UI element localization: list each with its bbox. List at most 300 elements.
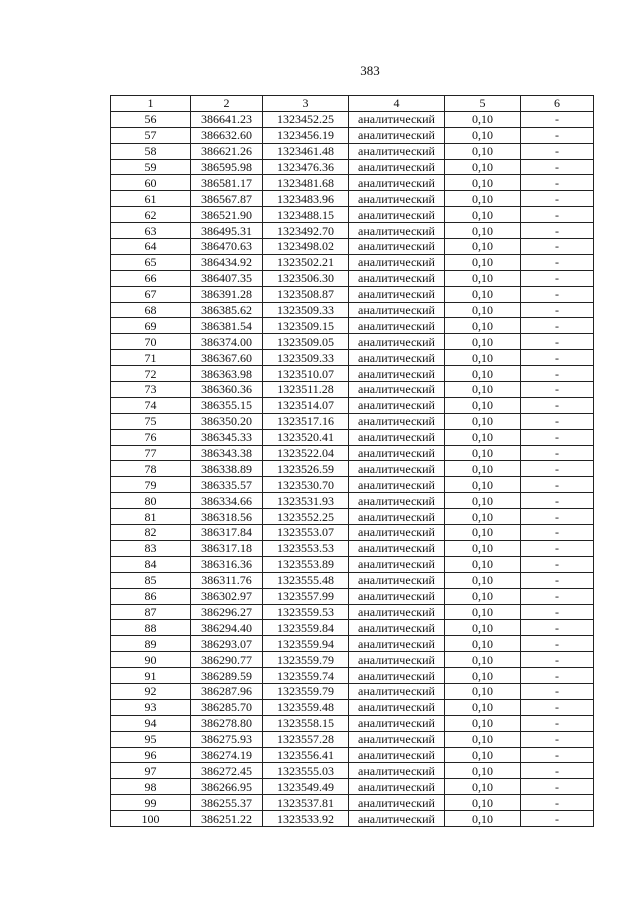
- table-cell: -: [521, 270, 594, 286]
- table-cell: -: [521, 477, 594, 493]
- table-cell: 386311.76: [191, 572, 263, 588]
- table-cell: -: [521, 207, 594, 223]
- table-cell: 0,10: [445, 191, 521, 207]
- table-row: [111, 509, 594, 525]
- table-row: [111, 350, 594, 366]
- table-cell: аналитический: [349, 572, 445, 588]
- table-cell: 0,10: [445, 747, 521, 763]
- table-row: [111, 127, 594, 143]
- table-cell: 1323549.49: [263, 779, 349, 795]
- table-cell: 1323559.84: [263, 620, 349, 636]
- table-cell: 1323559.94: [263, 636, 349, 652]
- table-cell: 1323559.79: [263, 652, 349, 668]
- table-cell: 76: [111, 429, 191, 445]
- table-cell: 77: [111, 445, 191, 461]
- table-cell: 57: [111, 127, 191, 143]
- table-cell: 62: [111, 207, 191, 223]
- table-cell: 64: [111, 239, 191, 255]
- table-cell: 96: [111, 747, 191, 763]
- table-cell: 0,10: [445, 620, 521, 636]
- table-row: [111, 636, 594, 652]
- table-cell: аналитический: [349, 795, 445, 811]
- table-cell: 386350.20: [191, 413, 263, 429]
- table-cell: аналитический: [349, 254, 445, 270]
- table-cell: 1323555.03: [263, 763, 349, 779]
- table-cell: 0,10: [445, 525, 521, 541]
- table-cell: 0,10: [445, 111, 521, 127]
- table-row: [111, 429, 594, 445]
- table-row: [111, 604, 594, 620]
- table-cell: 0,10: [445, 366, 521, 382]
- table-cell: -: [521, 525, 594, 541]
- table-cell: -: [521, 763, 594, 779]
- table-cell: 58: [111, 143, 191, 159]
- table-cell: 0,10: [445, 143, 521, 159]
- table-cell: 0,10: [445, 254, 521, 270]
- table-cell: аналитический: [349, 763, 445, 779]
- table-cell: -: [521, 302, 594, 318]
- table-cell: 0,10: [445, 382, 521, 398]
- table-cell: 67: [111, 286, 191, 302]
- column-header: 5: [445, 96, 521, 112]
- table-cell: аналитический: [349, 429, 445, 445]
- table-row: [111, 143, 594, 159]
- table-cell: -: [521, 731, 594, 747]
- table-row: [111, 493, 594, 509]
- table-cell: 386360.36: [191, 382, 263, 398]
- table-cell: аналитический: [349, 556, 445, 572]
- table-cell: 98: [111, 779, 191, 795]
- table-cell: 87: [111, 604, 191, 620]
- table-cell: 0,10: [445, 795, 521, 811]
- table-cell: -: [521, 191, 594, 207]
- table-cell: 0,10: [445, 286, 521, 302]
- table-cell: 386302.97: [191, 588, 263, 604]
- table-cell: 386621.26: [191, 143, 263, 159]
- table-cell: 0,10: [445, 811, 521, 827]
- table-row: [111, 525, 594, 541]
- table-cell: 386434.92: [191, 254, 263, 270]
- table-cell: аналитический: [349, 350, 445, 366]
- table-cell: -: [521, 493, 594, 509]
- table-cell: 65: [111, 254, 191, 270]
- table-cell: 386338.89: [191, 461, 263, 477]
- table-row: [111, 747, 594, 763]
- table-cell: аналитический: [349, 636, 445, 652]
- table-cell: 386641.23: [191, 111, 263, 127]
- table-cell: 0,10: [445, 540, 521, 556]
- table-row: [111, 683, 594, 699]
- table-cell: 0,10: [445, 715, 521, 731]
- table-cell: 386266.95: [191, 779, 263, 795]
- table-cell: 1323553.07: [263, 525, 349, 541]
- table-row: [111, 668, 594, 684]
- table-cell: -: [521, 461, 594, 477]
- table-cell: 1323509.33: [263, 302, 349, 318]
- table-cell: 1323522.04: [263, 445, 349, 461]
- table-row: [111, 397, 594, 413]
- table-cell: аналитический: [349, 779, 445, 795]
- table-cell: 69: [111, 318, 191, 334]
- table-cell: аналитический: [349, 731, 445, 747]
- table-cell: 1323553.53: [263, 540, 349, 556]
- table-cell: 386391.28: [191, 286, 263, 302]
- table-cell: аналитический: [349, 207, 445, 223]
- table-cell: -: [521, 429, 594, 445]
- table-cell: -: [521, 620, 594, 636]
- table-cell: 386567.87: [191, 191, 263, 207]
- table-cell: 1323557.28: [263, 731, 349, 747]
- table-cell: аналитический: [349, 159, 445, 175]
- table-header-row: [111, 96, 594, 112]
- table-cell: аналитический: [349, 715, 445, 731]
- table-cell: 1323559.74: [263, 668, 349, 684]
- table-cell: 0,10: [445, 493, 521, 509]
- table-cell: аналитический: [349, 525, 445, 541]
- table-cell: 386318.56: [191, 509, 263, 525]
- table-row: [111, 572, 594, 588]
- table-cell: 99: [111, 795, 191, 811]
- table-cell: 386355.15: [191, 397, 263, 413]
- table-cell: -: [521, 683, 594, 699]
- table-cell: 0,10: [445, 302, 521, 318]
- table-cell: -: [521, 318, 594, 334]
- table-cell: 1323510.07: [263, 366, 349, 382]
- table-cell: -: [521, 111, 594, 127]
- table-cell: 386296.27: [191, 604, 263, 620]
- table-cell: 89: [111, 636, 191, 652]
- table-row: [111, 556, 594, 572]
- table-cell: -: [521, 747, 594, 763]
- table-cell: аналитический: [349, 143, 445, 159]
- table-cell: 84: [111, 556, 191, 572]
- table-row: [111, 366, 594, 382]
- table-cell: 71: [111, 350, 191, 366]
- table-cell: 386272.45: [191, 763, 263, 779]
- table-cell: 0,10: [445, 127, 521, 143]
- table-cell: 0,10: [445, 556, 521, 572]
- table-cell: аналитический: [349, 302, 445, 318]
- table-cell: аналитический: [349, 223, 445, 239]
- table-cell: -: [521, 715, 594, 731]
- table-cell: 1323520.41: [263, 429, 349, 445]
- table-cell: 85: [111, 572, 191, 588]
- table-cell: аналитический: [349, 477, 445, 493]
- table-cell: 1323553.89: [263, 556, 349, 572]
- table-cell: 0,10: [445, 572, 521, 588]
- column-header: 2: [191, 96, 263, 112]
- table-cell: 1323517.16: [263, 413, 349, 429]
- table-cell: 0,10: [445, 668, 521, 684]
- table-cell: 91: [111, 668, 191, 684]
- table-cell: 0,10: [445, 683, 521, 699]
- table-cell: 386495.31: [191, 223, 263, 239]
- table-cell: 1323511.28: [263, 382, 349, 398]
- table-cell: 386255.37: [191, 795, 263, 811]
- table-cell: -: [521, 254, 594, 270]
- table-cell: аналитический: [349, 111, 445, 127]
- table-cell: -: [521, 795, 594, 811]
- table-cell: 0,10: [445, 239, 521, 255]
- table-cell: аналитический: [349, 699, 445, 715]
- table-cell: 82: [111, 525, 191, 541]
- table-cell: 59: [111, 159, 191, 175]
- table-row: [111, 286, 594, 302]
- table-cell: 1323509.33: [263, 350, 349, 366]
- table-cell: 386407.35: [191, 270, 263, 286]
- table-row: [111, 270, 594, 286]
- table-cell: 1323509.15: [263, 318, 349, 334]
- table-cell: -: [521, 668, 594, 684]
- table-cell: -: [521, 382, 594, 398]
- table-cell: 386335.57: [191, 477, 263, 493]
- table-cell: 0,10: [445, 207, 521, 223]
- table-cell: 0,10: [445, 763, 521, 779]
- table-cell: 0,10: [445, 477, 521, 493]
- table-cell: аналитический: [349, 270, 445, 286]
- table-cell: -: [521, 588, 594, 604]
- table-cell: 72: [111, 366, 191, 382]
- table-cell: 68: [111, 302, 191, 318]
- table-cell: 1323559.53: [263, 604, 349, 620]
- table-cell: 0,10: [445, 159, 521, 175]
- table-row: [111, 413, 594, 429]
- table-cell: 386470.63: [191, 239, 263, 255]
- column-header: 4: [349, 96, 445, 112]
- table-cell: аналитический: [349, 493, 445, 509]
- table-cell: -: [521, 509, 594, 525]
- table-cell: 73: [111, 382, 191, 398]
- table-cell: 95: [111, 731, 191, 747]
- table-cell: 88: [111, 620, 191, 636]
- table-cell: аналитический: [349, 413, 445, 429]
- table-row: [111, 811, 594, 827]
- table-cell: 1323558.15: [263, 715, 349, 731]
- table-cell: 1323514.07: [263, 397, 349, 413]
- table-cell: 0,10: [445, 334, 521, 350]
- table-cell: -: [521, 334, 594, 350]
- table-cell: 1323557.99: [263, 588, 349, 604]
- table-cell: 1323508.87: [263, 286, 349, 302]
- table-cell: 63: [111, 223, 191, 239]
- table-row: [111, 207, 594, 223]
- table-cell: 83: [111, 540, 191, 556]
- table-cell: аналитический: [349, 175, 445, 191]
- table-cell: аналитический: [349, 382, 445, 398]
- table-row: [111, 159, 594, 175]
- table-cell: 56: [111, 111, 191, 127]
- table-cell: 386285.70: [191, 699, 263, 715]
- table-row: [111, 699, 594, 715]
- table-cell: 0,10: [445, 636, 521, 652]
- table-row: [111, 779, 594, 795]
- table-cell: 386521.90: [191, 207, 263, 223]
- table-cell: аналитический: [349, 461, 445, 477]
- table-cell: аналитический: [349, 397, 445, 413]
- table-cell: 0,10: [445, 413, 521, 429]
- page-number: 383: [360, 63, 380, 78]
- table-row: [111, 223, 594, 239]
- table-cell: -: [521, 413, 594, 429]
- table-row: [111, 111, 594, 127]
- table-cell: аналитический: [349, 239, 445, 255]
- table-cell: аналитический: [349, 127, 445, 143]
- table-cell: -: [521, 572, 594, 588]
- table-cell: 0,10: [445, 397, 521, 413]
- table-cell: 0,10: [445, 270, 521, 286]
- table-cell: 66: [111, 270, 191, 286]
- table-row: [111, 461, 594, 477]
- table-cell: -: [521, 556, 594, 572]
- table-cell: -: [521, 143, 594, 159]
- table-cell: -: [521, 127, 594, 143]
- table-cell: -: [521, 350, 594, 366]
- table-cell: 386287.96: [191, 683, 263, 699]
- table-cell: 0,10: [445, 429, 521, 445]
- table-cell: 1323530.70: [263, 477, 349, 493]
- table-cell: 79: [111, 477, 191, 493]
- table-cell: аналитический: [349, 366, 445, 382]
- table-cell: 386363.98: [191, 366, 263, 382]
- table-cell: -: [521, 699, 594, 715]
- table-cell: 386316.36: [191, 556, 263, 572]
- table-cell: аналитический: [349, 747, 445, 763]
- table-body: [111, 111, 594, 826]
- table-cell: 61: [111, 191, 191, 207]
- table-cell: 386632.60: [191, 127, 263, 143]
- table-cell: 386293.07: [191, 636, 263, 652]
- table-row: [111, 763, 594, 779]
- table-cell: -: [521, 652, 594, 668]
- table-cell: -: [521, 175, 594, 191]
- table-cell: 1323456.19: [263, 127, 349, 143]
- table-cell: 0,10: [445, 318, 521, 334]
- table-cell: 93: [111, 699, 191, 715]
- table-cell: 386343.38: [191, 445, 263, 461]
- table-cell: 0,10: [445, 588, 521, 604]
- table-cell: аналитический: [349, 318, 445, 334]
- table-cell: 92: [111, 683, 191, 699]
- table-cell: 86: [111, 588, 191, 604]
- table-cell: 386317.18: [191, 540, 263, 556]
- table-cell: 1323559.48: [263, 699, 349, 715]
- table-row: [111, 191, 594, 207]
- table-row: [111, 318, 594, 334]
- table-row: [111, 795, 594, 811]
- table-cell: аналитический: [349, 540, 445, 556]
- table-row: [111, 382, 594, 398]
- table-cell: аналитический: [349, 445, 445, 461]
- table-cell: 386381.54: [191, 318, 263, 334]
- table-cell: 0,10: [445, 731, 521, 747]
- table-cell: 1323461.48: [263, 143, 349, 159]
- table-cell: -: [521, 779, 594, 795]
- table-cell: -: [521, 286, 594, 302]
- table-cell: аналитический: [349, 191, 445, 207]
- table-row: [111, 652, 594, 668]
- table-row: [111, 445, 594, 461]
- table-cell: -: [521, 811, 594, 827]
- table-cell: аналитический: [349, 652, 445, 668]
- table-cell: 94: [111, 715, 191, 731]
- table-cell: 90: [111, 652, 191, 668]
- table-cell: 386334.66: [191, 493, 263, 509]
- table-cell: 1323502.21: [263, 254, 349, 270]
- column-header: 1: [111, 96, 191, 112]
- table-cell: 81: [111, 509, 191, 525]
- table-cell: 1323556.41: [263, 747, 349, 763]
- table-cell: 386367.60: [191, 350, 263, 366]
- table-cell: 386581.17: [191, 175, 263, 191]
- table-row: [111, 175, 594, 191]
- table-cell: аналитический: [349, 588, 445, 604]
- table-cell: 1323533.92: [263, 811, 349, 827]
- table-cell: 78: [111, 461, 191, 477]
- table-cell: 1323531.93: [263, 493, 349, 509]
- table-cell: 0,10: [445, 652, 521, 668]
- table-cell: 386274.19: [191, 747, 263, 763]
- table-cell: 0,10: [445, 779, 521, 795]
- table-cell: 1323476.36: [263, 159, 349, 175]
- table-cell: 386275.93: [191, 731, 263, 747]
- table-row: [111, 588, 594, 604]
- table-cell: 1323526.59: [263, 461, 349, 477]
- table-cell: аналитический: [349, 683, 445, 699]
- table-row: [111, 715, 594, 731]
- table-cell: аналитический: [349, 286, 445, 302]
- table-cell: 386345.33: [191, 429, 263, 445]
- table-cell: аналитический: [349, 604, 445, 620]
- table-row: [111, 477, 594, 493]
- table-cell: 0,10: [445, 175, 521, 191]
- table-cell: -: [521, 636, 594, 652]
- coordinates-table: [110, 95, 594, 827]
- table-cell: 386289.59: [191, 668, 263, 684]
- table-cell: -: [521, 223, 594, 239]
- table-cell: 1323509.05: [263, 334, 349, 350]
- table-cell: 75: [111, 413, 191, 429]
- table-cell: 386290.77: [191, 652, 263, 668]
- column-header: 3: [263, 96, 349, 112]
- table-cell: 0,10: [445, 699, 521, 715]
- table-cell: 0,10: [445, 461, 521, 477]
- table-cell: 1323488.15: [263, 207, 349, 223]
- table-cell: 80: [111, 493, 191, 509]
- table-cell: 0,10: [445, 445, 521, 461]
- table-cell: 70: [111, 334, 191, 350]
- table-cell: 1323492.70: [263, 223, 349, 239]
- table-cell: -: [521, 445, 594, 461]
- table-cell: аналитический: [349, 334, 445, 350]
- table-cell: -: [521, 159, 594, 175]
- table-cell: 1323537.81: [263, 795, 349, 811]
- table-cell: аналитический: [349, 811, 445, 827]
- table-cell: 386385.62: [191, 302, 263, 318]
- table-cell: 1323481.68: [263, 175, 349, 191]
- table-cell: 1323559.79: [263, 683, 349, 699]
- table-row: [111, 254, 594, 270]
- table-cell: 100: [111, 811, 191, 827]
- table-cell: -: [521, 397, 594, 413]
- table-cell: 386251.22: [191, 811, 263, 827]
- table-cell: аналитический: [349, 668, 445, 684]
- table-cell: 386294.40: [191, 620, 263, 636]
- table-cell: 1323506.30: [263, 270, 349, 286]
- table-row: [111, 334, 594, 350]
- table-cell: 0,10: [445, 350, 521, 366]
- table-row: [111, 540, 594, 556]
- table-cell: 0,10: [445, 223, 521, 239]
